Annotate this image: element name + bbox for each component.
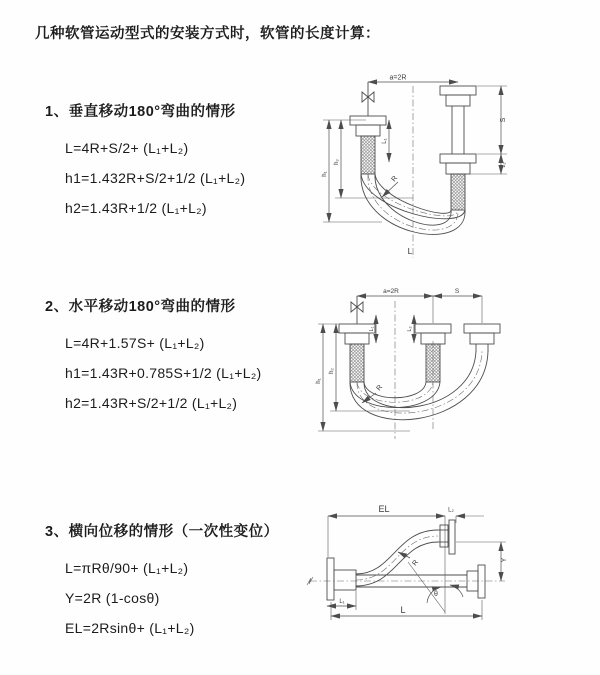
dim-label-l1: L₁ (369, 326, 375, 332)
flange (478, 565, 485, 598)
diagram-lateral-displacement (298, 494, 598, 664)
dim-label-s: S (454, 288, 460, 295)
flange (415, 324, 451, 333)
flange (350, 116, 386, 125)
hose-loops (350, 351, 488, 420)
radius-label: R (375, 383, 385, 393)
formula-h1: h1=1.43R+0.785S+1/2 (L₁+L₂) (65, 365, 262, 381)
dim-label-h1: h₁ (322, 171, 328, 177)
diagram-vertical-180-bend (310, 70, 600, 265)
formula-L: L=4R+1.57S+ (L₁+L₂) (65, 335, 205, 351)
braided-hose (361, 136, 375, 174)
section-1 (45, 100, 245, 223)
braided-hose (350, 344, 364, 382)
formula-h2: h2=1.43R+1/2 (L₁+L₂) (65, 200, 207, 216)
formula-Y: Y=2R (1-cosθ) (65, 590, 160, 606)
dim-label-l2: L₂ (407, 326, 413, 332)
dim-label-h2: h₂ (334, 159, 340, 165)
dim-label-l1: L₁ (339, 599, 345, 605)
dim-label-l2: L₂ (501, 162, 507, 168)
formula-L: L=4R+S/2+ (L₁+L₂) (65, 140, 189, 156)
dim-label-l2: L₂ (448, 507, 454, 514)
dim-label-el: EL (378, 504, 390, 514)
hose-s-curve (356, 520, 455, 586)
radius-label: R (411, 559, 421, 568)
angle-label: θ (434, 591, 438, 598)
braided-hose (451, 174, 465, 210)
dim-label-h2: h₂ (329, 368, 335, 374)
flange (440, 86, 476, 95)
dim-label-h1: h₁ (316, 378, 322, 384)
dim-label-y: Y (501, 557, 508, 563)
diagram-horizontal-180-bend (310, 281, 600, 456)
formula-EL: EL=2Rsinθ+ (L₁+L₂) (65, 620, 195, 636)
dim-label-s: S (500, 117, 507, 123)
section-3 (45, 520, 279, 643)
formula-h1: h1=1.432R+S/2+1/2 (L₁+L₂) (65, 170, 246, 186)
section-3-heading: 3、横向位移的情形（一次性变位） (45, 524, 279, 540)
section-2 (45, 295, 262, 418)
dim-label-l: L (400, 605, 406, 615)
flange (440, 154, 476, 163)
section-1-heading: 1、垂直移动180°弯曲的情形 (45, 104, 236, 120)
length-label: L (407, 246, 413, 256)
dim-label-span: a=2R (383, 288, 399, 295)
page-title: 几种软管运动型式的安装方式时，软管的长度计算： (35, 26, 380, 42)
braided-hose (426, 344, 440, 382)
flange (449, 520, 455, 554)
section-2-heading: 2、水平移动180°弯曲的情形 (45, 299, 236, 315)
flange (327, 558, 334, 600)
dim-label-span: a=2R (389, 74, 407, 82)
flange (464, 324, 500, 333)
formula-h2: h2=1.43R+S/2+1/2 (L₁+L₂) (65, 395, 238, 411)
formula-L: L=πRθ/90+ (L₁+L₂) (65, 560, 189, 576)
dim-label-l1: L₁ (382, 138, 388, 144)
radius-label: R (390, 174, 400, 184)
